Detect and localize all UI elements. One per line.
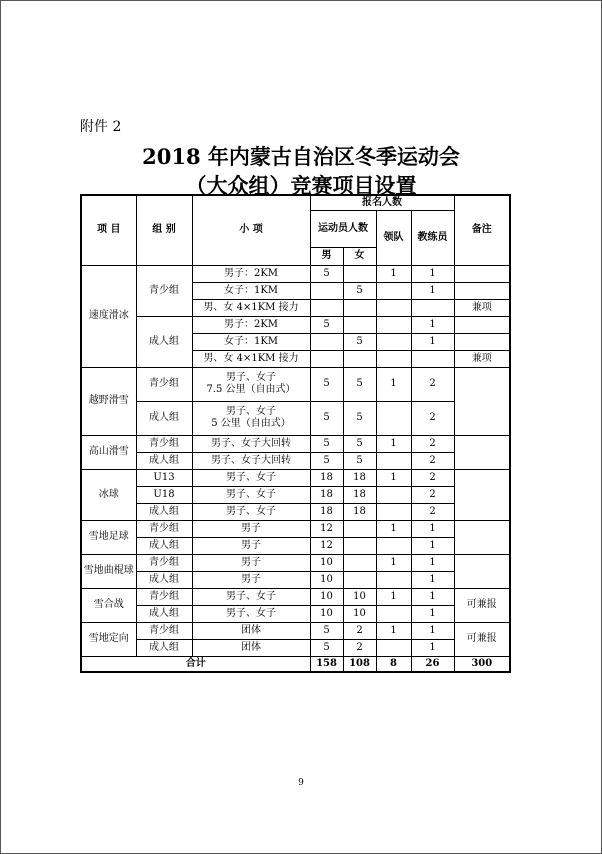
leader-cell bbox=[376, 503, 411, 520]
male-cell: 10 bbox=[310, 588, 343, 605]
item-cell: 男子、女子大回转 bbox=[192, 452, 310, 469]
male-cell: 5 bbox=[310, 401, 343, 435]
item-cell: 男、女 4×1KM 接力 bbox=[192, 299, 310, 316]
page-number: 9 bbox=[298, 778, 304, 788]
leader-cell bbox=[376, 333, 411, 350]
project-cell: 雪地曲棍球 bbox=[81, 554, 136, 588]
leader-cell: 1 bbox=[376, 435, 411, 452]
group-cell: 青少组 bbox=[136, 367, 192, 401]
group-cell: 青少组 bbox=[136, 622, 192, 639]
male-cell: 5 bbox=[310, 639, 343, 656]
coach-cell: 1 bbox=[411, 265, 454, 282]
leader-cell: 1 bbox=[376, 520, 411, 537]
table-row bbox=[81, 554, 510, 571]
table-row bbox=[81, 367, 510, 401]
page-subtitle: （大众组）竞赛项目设置 bbox=[185, 173, 417, 198]
leader-cell bbox=[376, 639, 411, 656]
note-cell bbox=[454, 333, 510, 350]
female-cell: 10 bbox=[343, 588, 376, 605]
item-line: 5 公里（自由式） bbox=[211, 418, 291, 429]
note-cell bbox=[454, 435, 510, 469]
male-cell: 5 bbox=[310, 265, 343, 282]
item-line: 男子、女子 bbox=[226, 372, 276, 383]
coach-cell: 1 bbox=[411, 333, 454, 350]
female-cell: 5 bbox=[343, 367, 376, 401]
female-cell bbox=[343, 316, 376, 333]
note-cell bbox=[454, 367, 510, 435]
item-cell: 男子、女子 bbox=[192, 503, 310, 520]
coach-cell: 2 bbox=[411, 367, 454, 401]
group-cell: 成人组 bbox=[136, 639, 192, 656]
group-cell: 青少组 bbox=[136, 435, 192, 452]
total-male: 158 bbox=[310, 656, 343, 672]
coach-cell: 1 bbox=[411, 316, 454, 333]
item-cell: 男子 bbox=[192, 537, 310, 554]
table-row bbox=[81, 316, 510, 333]
table-row bbox=[81, 486, 510, 503]
header-project: 项 目 bbox=[81, 195, 136, 265]
header-leader: 领队 bbox=[376, 210, 411, 265]
item-cell: 男子、女子 bbox=[192, 486, 310, 503]
female-cell: 2 bbox=[343, 622, 376, 639]
coach-cell: 1 bbox=[411, 537, 454, 554]
male-cell: 5 bbox=[310, 316, 343, 333]
coach-cell: 1 bbox=[411, 571, 454, 588]
note-cell bbox=[454, 469, 510, 520]
female-cell: 5 bbox=[343, 333, 376, 350]
header-note: 备注 bbox=[454, 195, 510, 265]
header-male: 男 bbox=[310, 247, 343, 265]
male-cell: 12 bbox=[310, 520, 343, 537]
item-cell: 男子 bbox=[192, 520, 310, 537]
female-cell bbox=[343, 520, 376, 537]
header-coach: 教练员 bbox=[411, 210, 454, 265]
female-cell: 18 bbox=[343, 469, 376, 486]
table-row bbox=[81, 588, 510, 605]
coach-cell: 1 bbox=[411, 639, 454, 656]
item-cell: 男子：2KM bbox=[192, 265, 310, 282]
leader-cell: 1 bbox=[376, 265, 411, 282]
table-row bbox=[81, 639, 510, 656]
female-cell bbox=[343, 265, 376, 282]
male-cell: 18 bbox=[310, 486, 343, 503]
female-cell: 18 bbox=[343, 486, 376, 503]
table-row bbox=[81, 401, 510, 435]
project-cell: 雪地定向 bbox=[81, 622, 136, 656]
leader-cell: 1 bbox=[376, 622, 411, 639]
table-row bbox=[81, 520, 510, 537]
male-cell bbox=[310, 282, 343, 299]
table-row bbox=[81, 537, 510, 554]
male-cell: 5 bbox=[310, 452, 343, 469]
header-female: 女 bbox=[343, 247, 376, 265]
male-cell: 18 bbox=[310, 503, 343, 520]
group-cell: U18 bbox=[136, 486, 192, 503]
leader-cell bbox=[376, 537, 411, 554]
project-cell: 雪地足球 bbox=[81, 520, 136, 554]
male-cell: 10 bbox=[310, 571, 343, 588]
table-row bbox=[81, 622, 510, 639]
item-cell: 男子：2KM bbox=[192, 316, 310, 333]
item-cell: 女子：1KM bbox=[192, 282, 310, 299]
total-all: 300 bbox=[454, 656, 510, 672]
leader-cell bbox=[376, 401, 411, 435]
note-cell bbox=[454, 282, 510, 299]
project-cell: 冰球 bbox=[81, 469, 136, 520]
male-cell bbox=[310, 350, 343, 367]
group-cell: 成人组 bbox=[136, 571, 192, 588]
item-line: 7.5 公里（自由式） bbox=[206, 384, 296, 395]
male-cell: 10 bbox=[310, 554, 343, 571]
item-cell: 男子、女子 bbox=[192, 588, 310, 605]
group-cell: 成人组 bbox=[136, 605, 192, 622]
coach-cell: 1 bbox=[411, 554, 454, 571]
female-cell bbox=[343, 571, 376, 588]
events-table bbox=[80, 194, 511, 673]
leader-cell bbox=[376, 486, 411, 503]
group-cell: 成人组 bbox=[136, 503, 192, 520]
group-cell: 青少组 bbox=[136, 588, 192, 605]
note-cell: 可兼报 bbox=[454, 588, 510, 622]
project-cell: 越野滑雪 bbox=[81, 367, 136, 435]
female-cell: 10 bbox=[343, 605, 376, 622]
coach-cell: 2 bbox=[411, 452, 454, 469]
male-cell: 5 bbox=[310, 435, 343, 452]
female-cell: 5 bbox=[343, 452, 376, 469]
total-coach: 26 bbox=[411, 656, 454, 672]
male-cell bbox=[310, 299, 343, 316]
total-label: 合计 bbox=[81, 656, 310, 672]
header-row bbox=[81, 195, 510, 210]
group-cell: 成人组 bbox=[136, 452, 192, 469]
coach-cell: 1 bbox=[411, 520, 454, 537]
header-athletes: 运动员人数 bbox=[310, 210, 376, 247]
header-item: 小 项 bbox=[192, 195, 310, 265]
male-cell: 12 bbox=[310, 537, 343, 554]
coach-cell: 2 bbox=[411, 503, 454, 520]
item-cell: 男、女 4×1KM 接力 bbox=[192, 350, 310, 367]
group-cell: U13 bbox=[136, 469, 192, 486]
table-row bbox=[81, 503, 510, 520]
leader-cell bbox=[376, 316, 411, 333]
leader-cell bbox=[376, 350, 411, 367]
male-cell: 10 bbox=[310, 605, 343, 622]
item-cell bbox=[192, 401, 310, 435]
leader-cell bbox=[376, 571, 411, 588]
item-cell: 男子、女子大回转 bbox=[192, 435, 310, 452]
header-group: 组 别 bbox=[136, 195, 192, 265]
leader-cell bbox=[376, 282, 411, 299]
male-cell: 18 bbox=[310, 469, 343, 486]
table-row bbox=[81, 469, 510, 486]
item-line: 男子、女子 bbox=[226, 406, 276, 417]
group-cell: 成人组 bbox=[136, 537, 192, 554]
note-cell bbox=[454, 520, 510, 554]
female-cell: 18 bbox=[343, 503, 376, 520]
item-cell: 男子 bbox=[192, 571, 310, 588]
group-cell: 成人组 bbox=[136, 316, 192, 367]
header-signup: 报名人数 bbox=[310, 195, 454, 210]
leader-cell: 1 bbox=[376, 554, 411, 571]
table-row bbox=[81, 265, 510, 282]
leader-cell bbox=[376, 605, 411, 622]
note-cell bbox=[454, 265, 510, 282]
note-cell bbox=[454, 554, 510, 588]
coach-cell: 1 bbox=[411, 605, 454, 622]
coach-cell bbox=[411, 350, 454, 367]
table-row bbox=[81, 571, 510, 588]
table-row bbox=[81, 452, 510, 469]
item-cell: 男子 bbox=[192, 554, 310, 571]
note-cell bbox=[454, 316, 510, 333]
table-row bbox=[81, 605, 510, 622]
group-cell: 青少组 bbox=[136, 554, 192, 571]
note-cell: 可兼报 bbox=[454, 622, 510, 656]
leader-cell bbox=[376, 299, 411, 316]
item-cell: 男子、女子 bbox=[192, 605, 310, 622]
coach-cell: 1 bbox=[411, 588, 454, 605]
coach-cell: 2 bbox=[411, 469, 454, 486]
coach-cell: 2 bbox=[411, 486, 454, 503]
item-cell: 团体 bbox=[192, 639, 310, 656]
item-cell: 女子：1KM bbox=[192, 333, 310, 350]
table-row bbox=[81, 435, 510, 452]
total-leader: 8 bbox=[376, 656, 411, 672]
female-cell: 5 bbox=[343, 282, 376, 299]
coach-cell: 2 bbox=[411, 435, 454, 452]
male-cell: 5 bbox=[310, 367, 343, 401]
project-cell: 速度滑冰 bbox=[81, 265, 136, 367]
male-cell: 5 bbox=[310, 622, 343, 639]
coach-cell: 2 bbox=[411, 401, 454, 435]
note-cell: 兼项 bbox=[454, 299, 510, 316]
item-cell: 男子、女子 bbox=[192, 469, 310, 486]
item-cell bbox=[192, 367, 310, 401]
leader-cell: 1 bbox=[376, 469, 411, 486]
note-cell: 兼项 bbox=[454, 350, 510, 367]
coach-cell: 1 bbox=[411, 622, 454, 639]
leader-cell: 1 bbox=[376, 588, 411, 605]
female-cell bbox=[343, 554, 376, 571]
project-cell: 雪合战 bbox=[81, 588, 136, 622]
project-cell: 高山滑雪 bbox=[81, 435, 136, 469]
total-female: 108 bbox=[343, 656, 376, 672]
leader-cell bbox=[376, 452, 411, 469]
coach-cell: 1 bbox=[411, 282, 454, 299]
page-title: 2018 年内蒙古自治区冬季运动会 bbox=[142, 144, 460, 169]
female-cell: 5 bbox=[343, 401, 376, 435]
female-cell bbox=[343, 299, 376, 316]
item-cell: 团体 bbox=[192, 622, 310, 639]
group-cell: 青少组 bbox=[136, 265, 192, 316]
leader-cell: 1 bbox=[376, 367, 411, 401]
coach-cell bbox=[411, 299, 454, 316]
female-cell bbox=[343, 350, 376, 367]
attachment-label: 附件 2 bbox=[80, 119, 122, 135]
group-cell: 青少组 bbox=[136, 520, 192, 537]
male-cell bbox=[310, 333, 343, 350]
female-cell: 5 bbox=[343, 435, 376, 452]
female-cell: 2 bbox=[343, 639, 376, 656]
total-row bbox=[81, 656, 510, 672]
female-cell bbox=[343, 537, 376, 554]
group-cell: 成人组 bbox=[136, 401, 192, 435]
